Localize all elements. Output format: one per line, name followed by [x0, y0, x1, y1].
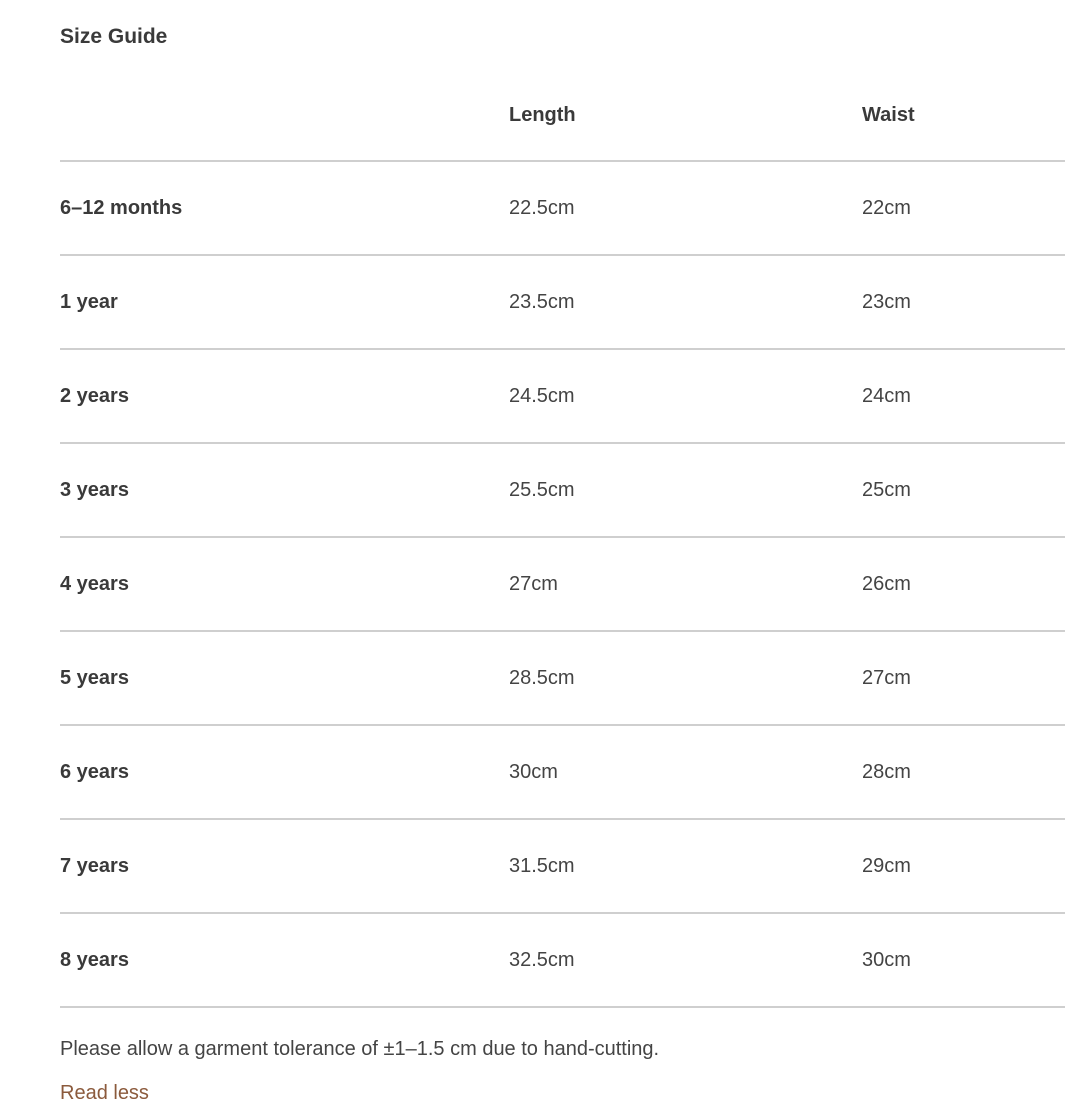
table-header — [60, 68, 1065, 162]
length-cell: 32.5cm — [509, 949, 575, 971]
size-table — [60, 68, 1065, 1008]
waist-cell: 25cm — [862, 479, 911, 501]
table-row — [60, 820, 1065, 914]
table-row — [60, 632, 1065, 726]
table-row — [60, 162, 1065, 256]
length-cell: 27cm — [509, 573, 558, 595]
size-cell: 1 year — [60, 291, 118, 313]
waist-cell: 29cm — [862, 855, 911, 877]
length-cell: 22.5cm — [509, 197, 575, 219]
size-cell: 6–12 months — [60, 197, 183, 219]
read-less-label: Read less — [60, 1082, 149, 1104]
waist-cell: 28cm — [862, 761, 911, 783]
waist-cell: 24cm — [862, 385, 911, 407]
length-cell: 30cm — [509, 761, 558, 783]
table-row — [60, 444, 1065, 538]
table-row — [60, 350, 1065, 444]
length-cell: 25.5cm — [509, 479, 575, 501]
table-row — [60, 726, 1065, 820]
size-guide-title: Size Guide — [60, 25, 168, 48]
header-waist: Waist — [862, 104, 915, 126]
waist-cell: 23cm — [862, 291, 911, 313]
size-cell: 5 years — [60, 667, 129, 689]
tolerance-note: Please allow a garment tolerance of ±1–1.5 cm due to hand-cutting. — [60, 1038, 660, 1060]
length-cell: 24.5cm — [509, 385, 575, 407]
waist-cell: 27cm — [862, 667, 911, 689]
size-cell: 4 years — [60, 573, 129, 595]
read-less-link[interactable] — [60, 1082, 260, 1104]
table-row — [60, 914, 1065, 1008]
length-cell: 23.5cm — [509, 291, 575, 313]
size-cell: 7 years — [60, 855, 129, 877]
size-cell: 3 years — [60, 479, 129, 501]
size-cell: 2 years — [60, 385, 129, 407]
table-row — [60, 256, 1065, 350]
waist-cell: 22cm — [862, 197, 911, 219]
header-length: Length — [509, 104, 576, 126]
size-cell: 6 years — [60, 761, 129, 783]
waist-cell: 30cm — [862, 949, 911, 971]
waist-cell: 26cm — [862, 573, 911, 595]
length-cell: 31.5cm — [509, 855, 575, 877]
size-cell: 8 years — [60, 949, 129, 971]
table-row — [60, 538, 1065, 632]
length-cell: 28.5cm — [509, 667, 575, 689]
